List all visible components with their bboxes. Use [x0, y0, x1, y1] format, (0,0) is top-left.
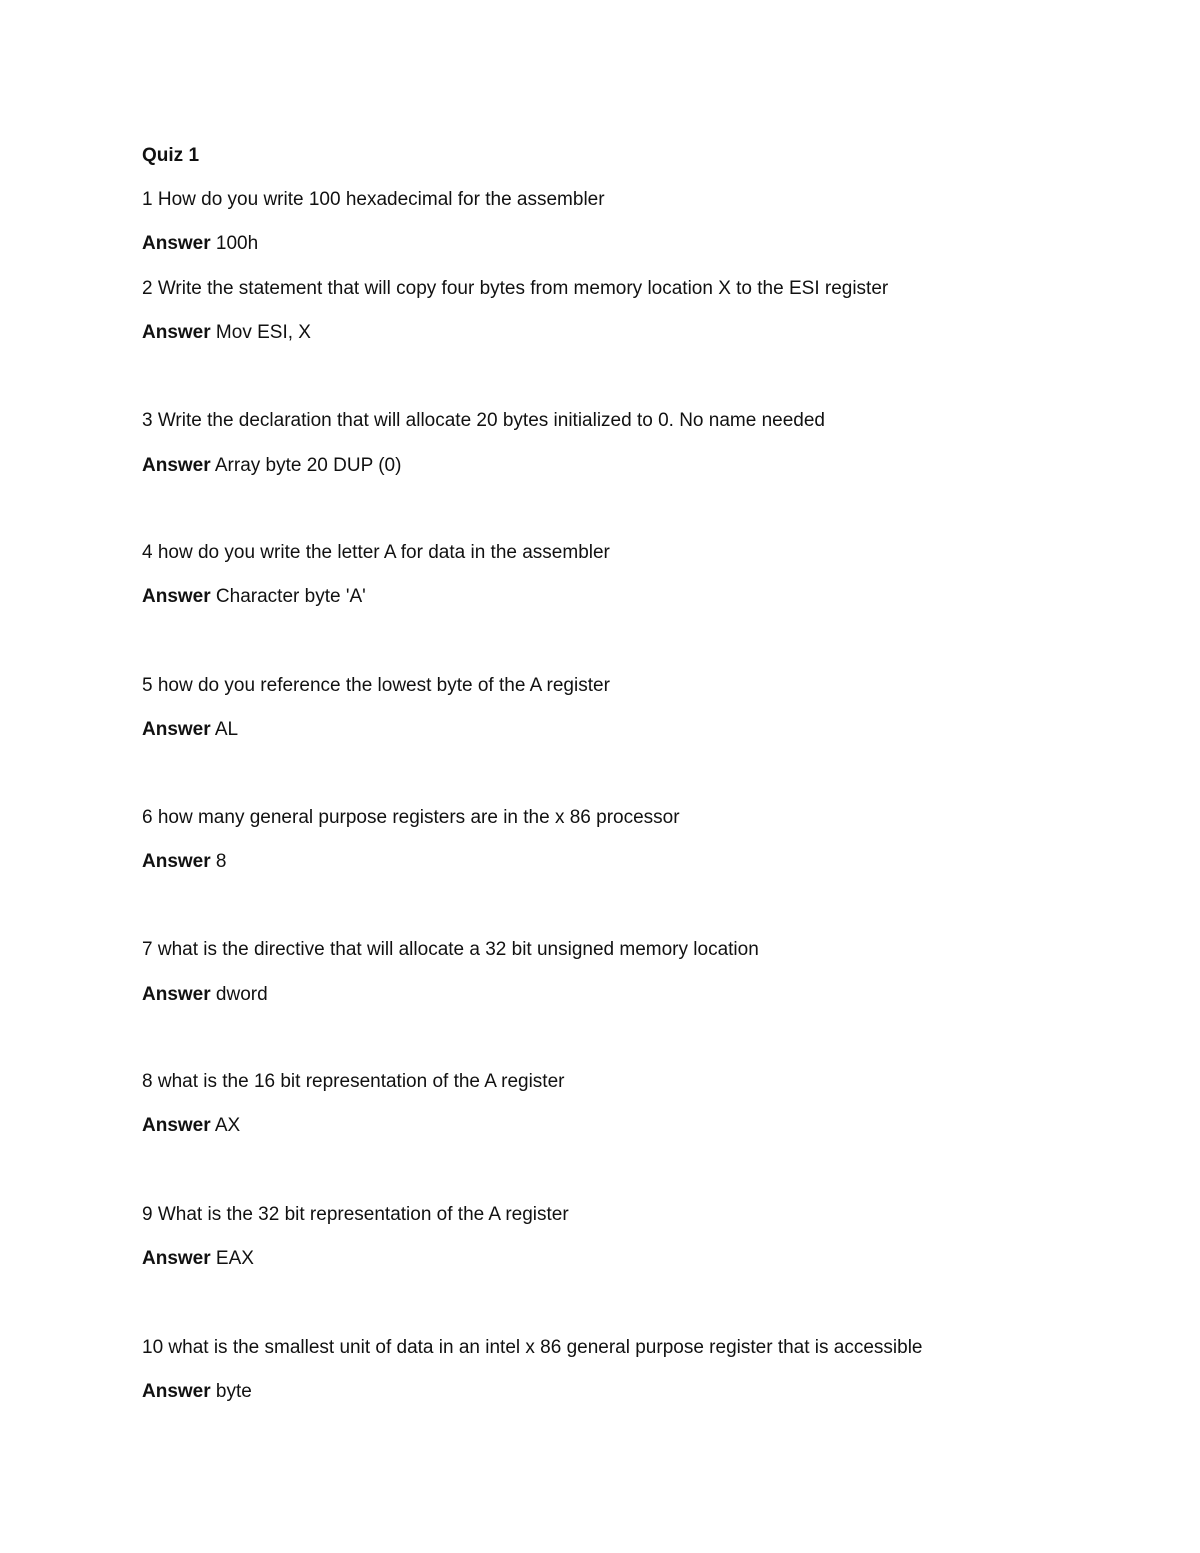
question-4: 4 how do you write the letter A for data in the assembler: [142, 542, 610, 563]
answer-label: Answer: [142, 322, 211, 343]
answer-text: dword: [215, 984, 268, 1005]
answer-1: [142, 232, 258, 256]
answer-text: EAX: [215, 1248, 254, 1269]
answer-label: Answer: [142, 851, 211, 872]
answer-label: Answer: [142, 455, 211, 476]
answer-5: [142, 718, 238, 742]
question-6: 6 how many general purpose registers are in the x 86 processor: [142, 807, 680, 828]
question-1: 1 How do you write 100 hexadecimal for the assembler: [142, 189, 605, 210]
answer-text: AL: [214, 719, 239, 740]
answer-7: [142, 983, 268, 1007]
answer-label: Answer: [142, 1248, 211, 1269]
question-2: 2 Write the statement that will copy four bytes from memory location X to the ESI register: [142, 278, 889, 299]
answer-label: Answer: [142, 1115, 211, 1136]
answer-2: [142, 321, 311, 345]
answer-text: 100h: [215, 233, 259, 254]
quiz-title: Quiz 1: [142, 145, 200, 166]
answer-label: Answer: [142, 1381, 211, 1402]
answer-label: Answer: [142, 984, 211, 1005]
answer-9: [142, 1247, 254, 1271]
answer-text: AX: [214, 1115, 241, 1136]
answer-3: [142, 454, 401, 478]
answer-label: Answer: [142, 719, 211, 740]
answer-text: Character byte 'A': [215, 586, 366, 607]
answer-4: [142, 585, 366, 609]
answer-text: Mov ESI, X: [215, 322, 311, 343]
question-3: 3 Write the declaration that will allocate 20 bytes initialized to 0. No name needed: [142, 410, 825, 431]
answer-label: Answer: [142, 586, 211, 607]
answer-label: Answer: [142, 233, 211, 254]
question-9: 9 What is the 32 bit representation of the A register: [142, 1204, 569, 1225]
question-10: 10 what is the smallest unit of data in an intel x 86 general purpose register that is accessible: [142, 1337, 923, 1358]
answer-8: [142, 1114, 240, 1138]
answer-6: [142, 850, 227, 874]
answer-text: byte: [215, 1381, 252, 1402]
answer-10: [142, 1380, 252, 1404]
question-7: 7 what is the directive that will allocate a 32 bit unsigned memory location: [142, 939, 759, 960]
question-8: 8 what is the 16 bit representation of the A register: [142, 1071, 565, 1092]
question-5: 5 how do you reference the lowest byte of the A register: [142, 675, 610, 696]
answer-text: 8: [215, 851, 227, 872]
answer-text: Array byte 20 DUP (0): [214, 455, 402, 476]
